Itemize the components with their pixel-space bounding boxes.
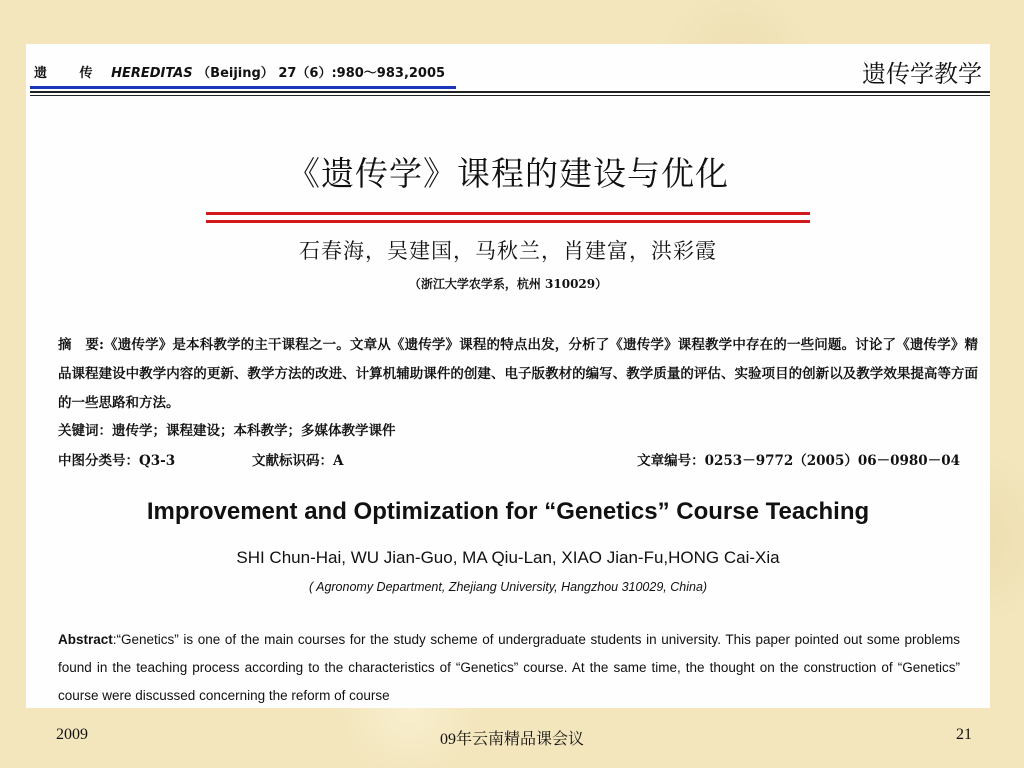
slide-number: 21 (956, 726, 972, 743)
header-blue-rule (30, 86, 456, 89)
column-heading: 遗传学教学 (862, 60, 982, 88)
abstract-en-text: :“Genetics” is one of the main courses for the study scheme of undergraduate students in university. This paper pointed out some problems found in the teaching process according to the characteristics of “Genetics” course. At the same time, the thought on the construction of “Genetics” course were discussed concerning the reform of course (58, 632, 960, 703)
abstract-zh: 摘 要:《遗传学》是本科教学的主干课程之一。文章从《遗传学》课程的特点出发，分析了《遗传学》课程教学中存在的一些问题。讨论了《遗传学》精品课程建设中教学内容的更新、教学方法的改进、计算机辅助课件的创建、电子版教材的编写、教学质量的评估、实验项目的创新以及教学效果提高等方面的一些思路和方法。 (58, 337, 978, 411)
classification-row (58, 449, 960, 469)
affiliation-en: ( Agronomy Department, Zhejiang University, Hangzhou 310029, China) (308, 580, 708, 594)
authors-en: SHI Chun-Hai, WU Jian-Guo, MA Qiu-Lan, XIAO Jian-Fu,HONG Cai-Xia (236, 548, 780, 567)
document-code: 文献标识码：A (252, 453, 344, 469)
classification-number: 中图分类号：Q3-3 (58, 453, 176, 469)
journal-chinese-name: 遗 传 (34, 66, 107, 81)
article-title-en: Improvement and Optimization for “Genetics” Course Teaching (146, 498, 870, 525)
title-red-rule (206, 212, 810, 215)
journal-name: HEREDITAS (111, 66, 193, 81)
footer-conference: 09年云南精品课会议 (439, 731, 584, 748)
paper-image (26, 44, 990, 708)
journal-citation: （Beijing） 27（6）:980～983,2005 (197, 66, 446, 81)
footer-year: 2009 (56, 726, 88, 743)
authors-zh: 石春海，吴建国，马秋兰，肖建富，洪彩霞 (299, 239, 717, 263)
title-red-rule-lower (206, 220, 810, 223)
article-number: 文章编号：0253－9772（2005）06－0980－04 (637, 453, 960, 469)
abstract-en-label: Abstract (58, 632, 113, 647)
header-rule (30, 91, 990, 93)
affiliation-zh: （浙江大学农学系，杭州 310029） (408, 277, 608, 291)
abstract-en (58, 626, 960, 708)
journal-header (34, 62, 445, 81)
article-title-zh: 《遗传学》课程的建设与优化 (287, 154, 729, 193)
keywords-zh: 关键词：遗传学；课程建设；本科教学；多媒体教学课件 (58, 423, 396, 439)
header-rule-thin (30, 95, 990, 96)
